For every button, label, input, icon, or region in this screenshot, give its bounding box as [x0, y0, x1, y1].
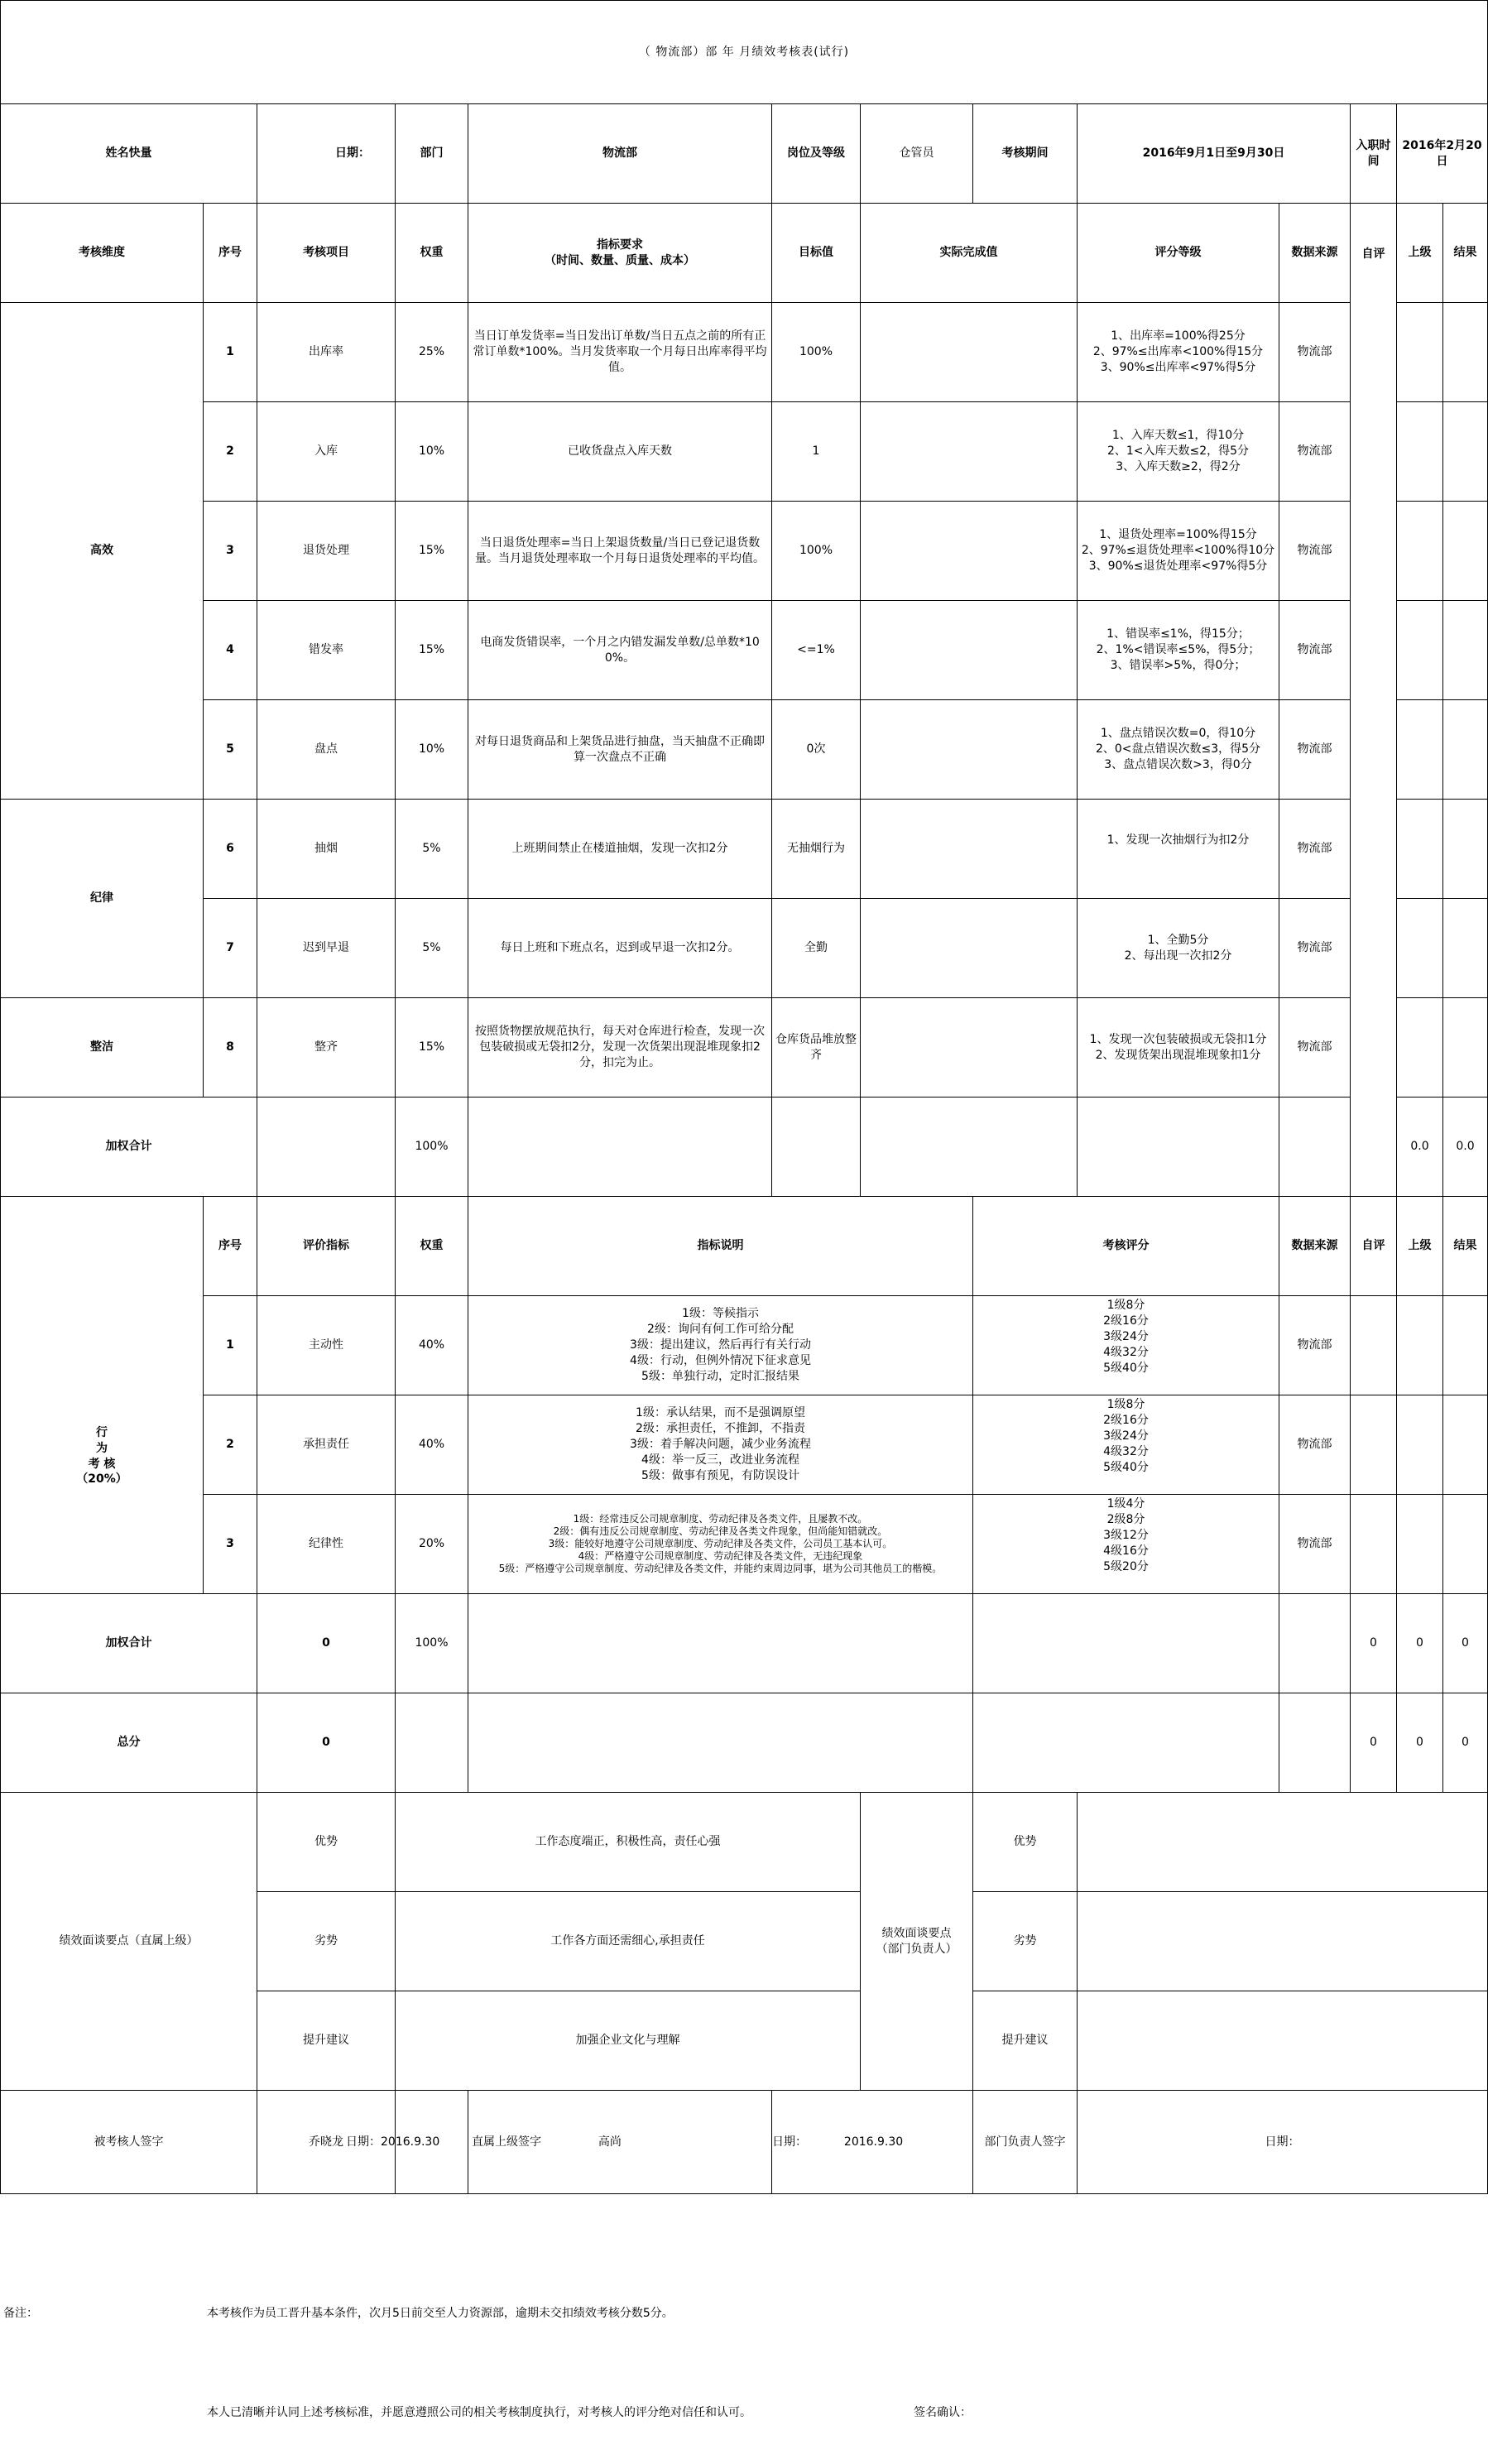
date-label: 日期：	[257, 104, 396, 204]
kpi-requirement: 每日上班和下班点名，迟到或早退一次扣2分。	[468, 899, 772, 998]
behavior-weight: 20%	[396, 1495, 468, 1594]
behavior-weight: 40%	[396, 1296, 468, 1395]
kpi-weight: 15%	[396, 998, 468, 1098]
name-label: 姓名快量	[1, 104, 257, 204]
group-behavior: 行 为 考 核 （20%）	[1, 1197, 204, 1594]
grand-total-superior: 0	[1397, 1693, 1443, 1793]
kpi-result[interactable]	[1443, 502, 1488, 601]
kpi-result[interactable]	[1443, 998, 1488, 1098]
col-target: 目标值	[772, 204, 861, 303]
table-row	[1, 1296, 1488, 1395]
kpi-superior[interactable]	[1397, 303, 1443, 402]
col2-score: 考核评分	[973, 1197, 1279, 1296]
kpi-target: 1	[772, 402, 861, 502]
kpi-grading: 1、发现一次抽烟行为扣2分	[1078, 800, 1279, 899]
behavior-score: 1级8分 2级16分 3级24分 4级32分 5级40分	[973, 1296, 1279, 1395]
kpi-total-label: 加权合计	[1, 1098, 257, 1197]
review-right-suggest[interactable]	[1078, 1991, 1488, 2091]
col-requirement: 指标要求 （时间、数量、质量、成本）	[468, 204, 772, 303]
table-row	[1, 502, 1488, 601]
kpi-source: 物流部	[1279, 899, 1351, 998]
position-label: 岗位及等级	[772, 104, 861, 204]
behavior-item: 承担责任	[257, 1395, 396, 1495]
position-value[interactable]: 仓管员	[861, 104, 973, 204]
dept-label: 部门	[396, 104, 468, 204]
kpi-weight: 5%	[396, 899, 468, 998]
kpi-seq: 1	[204, 303, 257, 402]
kpi-superior[interactable]	[1397, 402, 1443, 502]
assessee-sign-label: 被考核人签字	[1, 2091, 257, 2194]
assessee-date-label: 日期：	[346, 2135, 381, 2149]
kpi-weight: 25%	[396, 303, 468, 402]
assessee-date-cell	[346, 2091, 468, 2194]
kpi-superior[interactable]	[1397, 502, 1443, 601]
review-strength-text[interactable]: 工作态度端正，积极性高，责任心强	[396, 1793, 861, 1892]
review-right-suggest-label: 提升建议	[973, 1991, 1078, 2091]
kpi-actual[interactable]	[861, 998, 1078, 1098]
behavior-source: 物流部	[1279, 1296, 1351, 1395]
group-efficiency: 高效	[1, 303, 204, 800]
kpi-actual[interactable]	[861, 303, 1078, 402]
page-title: （ 物流部）部 年 月绩效考核表(试行)	[1, 1, 1488, 104]
grand-total-result: 0	[1443, 1693, 1488, 1793]
kpi-superior[interactable]	[1397, 601, 1443, 700]
behavior-superior[interactable]	[1397, 1495, 1443, 1594]
kpi-item: 迟到早退	[257, 899, 396, 998]
behavior-source: 物流部	[1279, 1395, 1351, 1495]
review-right-strength-label: 优势	[973, 1793, 1078, 1892]
superior-date-label: 日期：	[772, 2135, 807, 2149]
kpi-requirement: 当日订单发货率=当日发出订单数/当日五点之前的所有正常订单数*100%。当月发货率取一个月每日出库率得平均值。	[468, 303, 772, 402]
kpi-result[interactable]	[1443, 700, 1488, 800]
kpi-result[interactable]	[1443, 800, 1488, 899]
kpi-seq: 2	[204, 402, 257, 502]
col-seq: 序号	[204, 204, 257, 303]
kpi-requirement: 按照货物摆放规范执行，每天对仓库进行检查，发现一次包装破损或无袋扣2分，发现一次货架出现混堆现象扣2分，扣完为止。	[468, 998, 772, 1098]
col2-weight: 权重	[396, 1197, 468, 1296]
behavior-seq: 2	[204, 1395, 257, 1495]
kpi-total-weight: 100%	[396, 1098, 468, 1197]
col-superior: 上级	[1397, 204, 1443, 303]
behavior-item: 主动性	[257, 1296, 396, 1395]
behavior-source: 物流部	[1279, 1495, 1351, 1594]
kpi-grading: 1、退货处理率=100%得15分 2、97%≤退货处理率<100%得10分 3、90%≤退货处理率<97%得5分	[1078, 502, 1279, 601]
join-label: 入职时间	[1351, 104, 1397, 204]
note-label: 备注：	[3, 2307, 38, 2320]
behavior-total-row	[1, 1594, 1488, 1693]
period-label: 考核期间	[973, 104, 1078, 204]
col-source: 数据来源	[1279, 204, 1351, 303]
behavior-result[interactable]	[1443, 1395, 1488, 1495]
kpi-source: 物流部	[1279, 601, 1351, 700]
assessee-date[interactable]: 2016.9.30	[381, 2135, 440, 2149]
behavior-self[interactable]	[1351, 1495, 1397, 1594]
ack-text: 本人已清晰并认同上述考核标准，并愿意遵照公司的相关考核制度执行，对考核人的评分绝对信任和认可。	[207, 2406, 751, 2419]
kpi-target: 无抽烟行为	[772, 800, 861, 899]
grand-total-self: 0	[1351, 1693, 1397, 1793]
kpi-result[interactable]	[1443, 899, 1488, 998]
behavior-total-weight: 100%	[396, 1594, 468, 1693]
kpi-result[interactable]	[1443, 402, 1488, 502]
kpi-grading: 1、盘点错误次数=0，得10分 2、0<盘点错误次数≤3，得5分 3、盘点错误次数>3，得0分	[1078, 700, 1279, 800]
kpi-seq: 7	[204, 899, 257, 998]
kpi-seq: 5	[204, 700, 257, 800]
kpi-weight: 15%	[396, 502, 468, 601]
assessee-name[interactable]: 乔晓龙	[257, 2091, 396, 2194]
col-dimension: 考核维度	[1, 204, 204, 303]
kpi-requirement: 当日退货处理率=当日上架退货数量/当日已登记退货数量。当月退货处理率取一个月每日退货处理率的平均值。	[468, 502, 772, 601]
kpi-weight: 15%	[396, 601, 468, 700]
note-text: 本考核作为员工晋升基本条件，次月5日前交至人力资源部，逾期未交扣绩效考核分数5分。	[207, 2307, 674, 2320]
kpi-source: 物流部	[1279, 502, 1351, 601]
behavior-score: 1级4分 2级8分 3级12分 4级16分 5级20分	[973, 1495, 1279, 1594]
kpi-weight: 5%	[396, 800, 468, 899]
review-left-label: 绩效面谈要点（直属上级）	[1, 1793, 257, 2091]
join-value[interactable]: 2016年2月20日	[1397, 104, 1488, 204]
behavior-item: 纪律性	[257, 1495, 396, 1594]
table-row	[1, 700, 1488, 800]
review-suggest-text[interactable]: 加强企业文化与理解	[396, 1991, 861, 2091]
kpi-actual[interactable]	[861, 800, 1078, 899]
behavior-desc: 1级：承认结果，而不是强调原望 2级：承担责任，不推卸，不指责 3级：着手解决问题，减少业务流程 4级：举一反三，改进业务流程 5级：做事有预见，有防误设计	[468, 1395, 973, 1495]
behavior-self[interactable]	[1351, 1395, 1397, 1495]
col2-superior: 上级	[1397, 1197, 1443, 1296]
kpi-grading: 1、发现一次包装破损或无袋扣1分 2、发现货架出现混堆现象扣1分	[1078, 998, 1279, 1098]
review-right-weakness[interactable]	[1078, 1892, 1488, 1991]
kpi-superior[interactable]	[1397, 998, 1443, 1098]
grand-total-value: 0	[257, 1693, 396, 1793]
kpi-source: 物流部	[1279, 303, 1351, 402]
kpi-grading: 1、入库天数≤1，得10分 2、1<入库天数≤2，得5分 3、入库天数≥2，得2分	[1078, 402, 1279, 502]
kpi-item: 盘点	[257, 700, 396, 800]
col-grading: 评分等级	[1078, 204, 1279, 303]
kpi-grading: 1、全勤5分 2、每出现一次扣2分	[1078, 899, 1279, 998]
superior-date-cell	[772, 2091, 973, 2194]
col-self: 自评	[1351, 204, 1397, 1197]
behavior-seq: 1	[204, 1296, 257, 1395]
behavior-total-label: 加权合计	[1, 1594, 257, 1693]
kpi-item: 整齐	[257, 998, 396, 1098]
kpi-weight: 10%	[396, 402, 468, 502]
kpi-seq: 6	[204, 800, 257, 899]
kpi-superior[interactable]	[1397, 800, 1443, 899]
kpi-item: 出库率	[257, 303, 396, 402]
kpi-weight: 10%	[396, 700, 468, 800]
table-row	[1, 998, 1488, 1098]
superior-sign-label: 直属上级签字	[472, 2135, 541, 2149]
review-weakness-label: 劣势	[257, 1892, 396, 1991]
kpi-seq: 3	[204, 502, 257, 601]
table-row	[1, 1395, 1488, 1495]
table-row	[1, 402, 1488, 502]
col-result: 结果	[1443, 204, 1488, 303]
review-weakness-text[interactable]: 工作各方面还需细心,承担责任	[396, 1892, 861, 1991]
table-row	[1, 899, 1488, 998]
kpi-source: 物流部	[1279, 402, 1351, 502]
kpi-item: 退货处理	[257, 502, 396, 601]
behavior-result[interactable]	[1443, 1296, 1488, 1395]
superior-date[interactable]: 2016.9.30	[843, 2135, 904, 2149]
kpi-grading: 1、出库率=100%得25分 2、97%≤出库率<100%得15分 3、90%≤出库率<97%得5分	[1078, 303, 1279, 402]
behavior-total-superior: 0	[1397, 1594, 1443, 1693]
kpi-source: 物流部	[1279, 998, 1351, 1098]
kpi-item: 入库	[257, 402, 396, 502]
period-value[interactable]: 2016年9月1日至9月30日	[1078, 104, 1351, 204]
kpi-result[interactable]	[1443, 303, 1488, 402]
dept-head-date-cell[interactable]	[1078, 2091, 1488, 2194]
kpi-total-superior: 0.0	[1443, 1098, 1488, 1197]
kpi-superior[interactable]	[1397, 899, 1443, 998]
kpi-actual[interactable]	[861, 402, 1078, 502]
review-right-weakness-label: 劣势	[973, 1892, 1078, 1991]
kpi-actual[interactable]	[861, 899, 1078, 998]
group-tidy: 整洁	[1, 998, 204, 1098]
table-row	[1, 601, 1488, 700]
kpi-superior[interactable]	[1397, 700, 1443, 800]
col2-result: 结果	[1443, 1197, 1488, 1296]
col2-seq: 序号	[204, 1197, 257, 1296]
behavior-seq: 3	[204, 1495, 257, 1594]
kpi-requirement: 上班期间禁止在楼道抽烟，发现一次扣2分	[468, 800, 772, 899]
grand-total-label: 总分	[1, 1693, 257, 1793]
behavior-total-result: 0	[1443, 1594, 1488, 1693]
kpi-seq: 8	[204, 998, 257, 1098]
kpi-item: 错发率	[257, 601, 396, 700]
review-strength-label: 优势	[257, 1793, 396, 1892]
col2-indicator: 评价指标	[257, 1197, 396, 1296]
kpi-target: 全勤	[772, 899, 861, 998]
behavior-desc: 1级：等候指示 2级：询问有何工作可给分配 3级：提出建议，然后再行有关行动 4级：行动，但例外情况下征求意见 5级：单独行动，定时汇报结果	[468, 1296, 973, 1395]
kpi-target: 仓库货品堆放整齐	[772, 998, 861, 1098]
col2-desc: 指标说明	[468, 1197, 973, 1296]
table-row	[1, 1495, 1488, 1594]
col-weight: 权重	[396, 204, 468, 303]
table-row	[1, 800, 1488, 899]
kpi-actual[interactable]	[861, 502, 1078, 601]
kpi-result[interactable]	[1443, 601, 1488, 700]
table-row	[1, 303, 1488, 402]
dept-head-date-label: 日期：	[1265, 2135, 1300, 2149]
kpi-requirement: 对每日退货商品和上架货品进行抽盘，当天抽盘不正确即算一次盘点不正确	[468, 700, 772, 800]
dept-value[interactable]: 物流部	[468, 104, 772, 204]
behavior-result[interactable]	[1443, 1495, 1488, 1594]
superior-sign-cell	[468, 2091, 772, 2194]
behavior-score: 1级8分 2级16分 3级24分 4级32分 5级40分	[973, 1395, 1279, 1495]
kpi-source: 物流部	[1279, 700, 1351, 800]
kpi-requirement: 已收货盘点入库天数	[468, 402, 772, 502]
col2-self: 自评	[1351, 1197, 1397, 1296]
col-actual: 实际完成值	[861, 204, 1078, 303]
col2-source: 数据来源	[1279, 1197, 1351, 1296]
kpi-total-row	[1, 1098, 1488, 1197]
grand-total-row	[1, 1693, 1488, 1793]
behavior-weight: 40%	[396, 1395, 468, 1495]
kpi-target: <=1%	[772, 601, 861, 700]
superior-name[interactable]: 高尚	[598, 2135, 622, 2149]
kpi-actual[interactable]	[861, 700, 1078, 800]
confirm-label[interactable]: 签名确认：	[914, 2406, 972, 2419]
kpi-grading: 1、错误率≤1%，得15分； 2、1%<错误率≤5%，得5分； 3、错误率>5%，得0分；	[1078, 601, 1279, 700]
review-suggest-label: 提升建议	[257, 1991, 396, 2091]
kpi-target: 0次	[772, 700, 861, 800]
review-right-strength[interactable]	[1078, 1793, 1488, 1892]
kpi-actual[interactable]	[861, 601, 1078, 700]
col-item: 考核项目	[257, 204, 396, 303]
kpi-target: 100%	[772, 303, 861, 402]
dept-head-sign-label: 部门负责人签字	[973, 2091, 1078, 2194]
kpi-requirement: 电商发货错误率，一个月之内错发漏发单数/总单数*100%。	[468, 601, 772, 700]
behavior-total-self: 0	[1351, 1594, 1397, 1693]
kpi-seq: 4	[204, 601, 257, 700]
kpi-target: 100%	[772, 502, 861, 601]
group-discipline: 纪律	[1, 800, 204, 998]
behavior-superior[interactable]	[1397, 1296, 1443, 1395]
behavior-desc: 1级：经常违反公司规章制度、劳动纪律及各类文件，且屡教不改。 2级：偶有违反公司规章制度、劳动纪律及各类文件现象，但尚能知错就改。 3级：能较好地遵守公司规章制度、劳动纪律及各类文件，公司员工基本认可。 4级：严格遵守公司规章制度、劳动纪律及各类文件，无违纪现象 5级：严格遵守公司规章制度、劳动纪律及各类文件，并能约束周边同事，堪为公司其他员工的楷模。	[468, 1495, 973, 1594]
behavior-self[interactable]	[1351, 1296, 1397, 1395]
behavior-superior[interactable]	[1397, 1395, 1443, 1495]
kpi-source: 物流部	[1279, 800, 1351, 899]
behavior-total-value: 0	[257, 1594, 396, 1693]
kpi-total-self: 0.0	[1397, 1098, 1443, 1197]
review-right-label: 绩效面谈要点 （部门负责人）	[861, 1793, 973, 2091]
kpi-item: 抽烟	[257, 800, 396, 899]
